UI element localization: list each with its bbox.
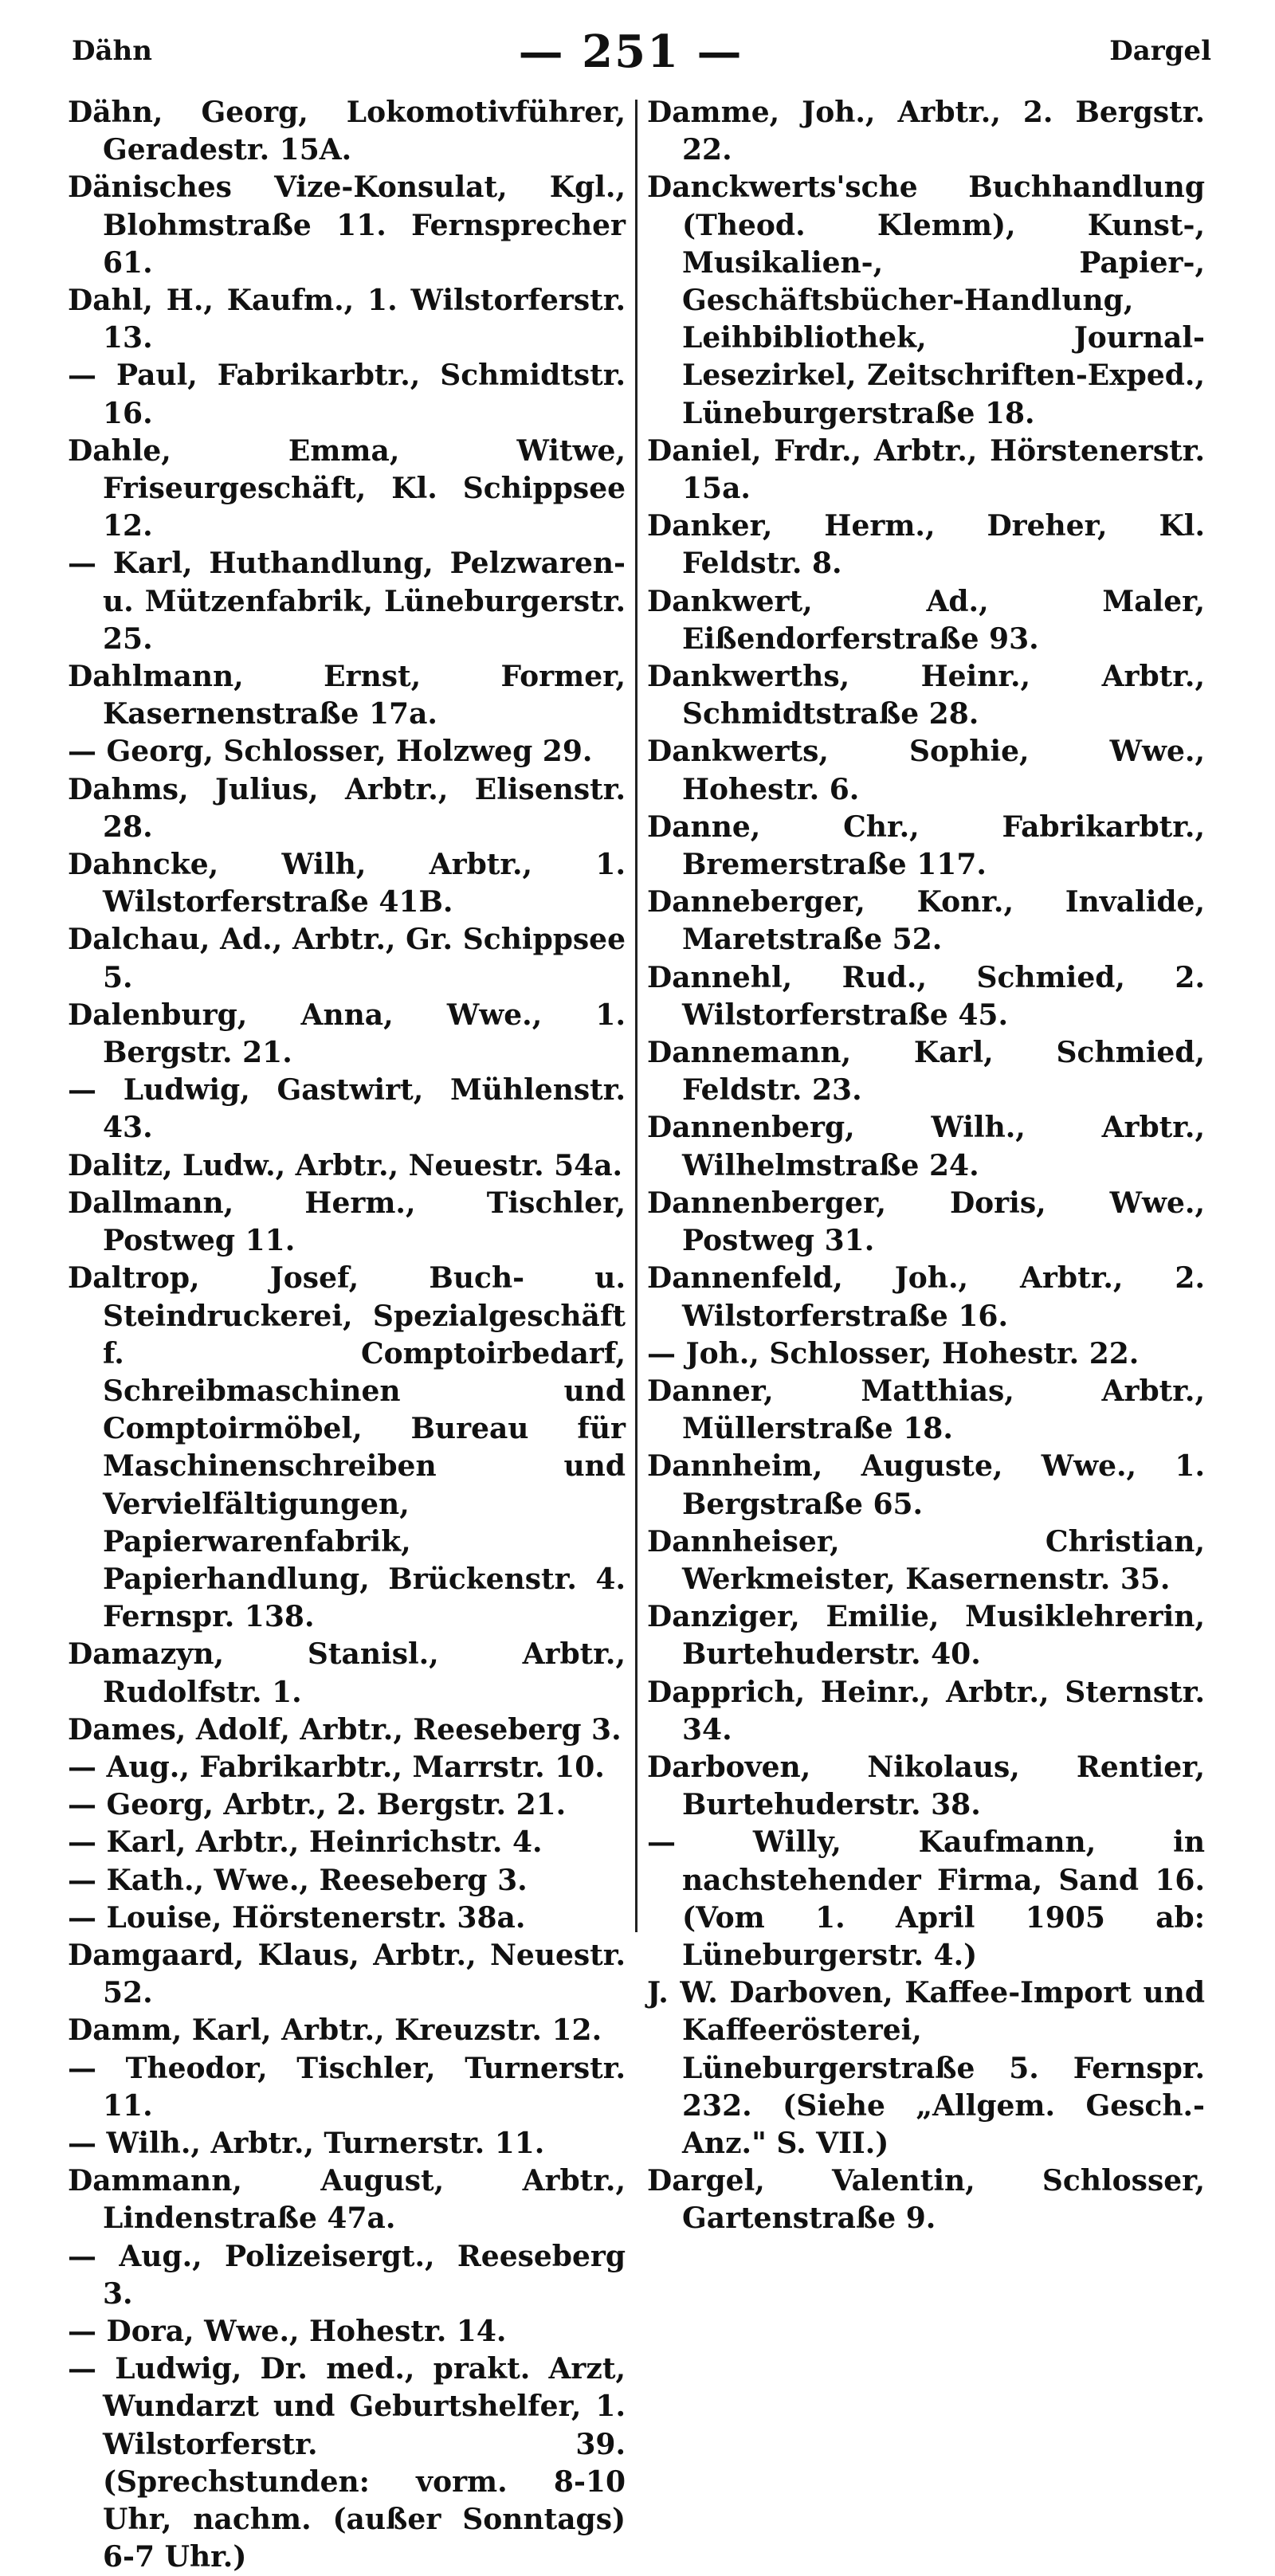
directory-entry: Dahle, Emma, Witwe, Friseurgeschäft, Kl. Schippsee 12. xyxy=(68,433,626,543)
directory-entry: Dankwert, Ad., Maler, Eißendorferstraße 93. xyxy=(647,584,1205,656)
directory-entry: Dänisches Vize-Konsulat, Kgl., Blohmstraße 11. Fernsprecher 61. xyxy=(68,171,626,280)
header-right-catchword: Dargel xyxy=(1109,35,1211,67)
directory-entry: — Georg, Arbtr., 2. Bergstr. 21. xyxy=(68,1788,567,1822)
directory-entry: Dannenfeld, Joh., Arbtr., 2. Wilstorferstraße 16. xyxy=(647,1261,1205,1333)
directory-entry: — Louise, Hörstenerstr. 38a. xyxy=(68,1900,526,1935)
directory-entry: — Georg, Schlosser, Holzweg 29. xyxy=(68,735,593,769)
directory-entry: Danziger, Emilie, Musiklehrerin, Burtehuderstr. 40. xyxy=(647,1600,1205,1672)
right-column xyxy=(647,94,1205,2238)
directory-entry: Dannheiser, Christian, Werkmeister, Kasernenstr. 35. xyxy=(647,1524,1205,1596)
directory-entry: — Aug., Fabrikarbtr., Marrstr. 10. xyxy=(68,1750,605,1784)
directory-entry: Dahncke, Wilh, Arbtr., 1. Wilstorferstraße 41B. xyxy=(68,848,626,919)
directory-entry: Dahlmann, Ernst, Former, Kasernenstraße 17a. xyxy=(68,660,626,731)
left-column xyxy=(68,94,626,2576)
directory-entry: — Karl, Huthandlung, Pelzwaren- u. Mützenfabrik, Lüneburgerstr. 25. xyxy=(68,547,626,656)
directory-entry: J. W. Darboven, Kaffee-Import und Kaffeerösterei, Lüneburgerstraße 5. Fernspr. 232. (Siehe „Allgem. Gesch.-Anz." S. VII.) xyxy=(647,1976,1205,2160)
directory-entry: Dankwerts, Sophie, Wwe., Hohestr. 6. xyxy=(647,735,1205,806)
directory-entry: — Theodor, Tischler, Turnerstr. 11. xyxy=(68,2051,626,2123)
directory-entry: Dallmann, Herm., Tischler, Postweg 11. xyxy=(68,1186,626,1258)
directory-entry: — Ludwig, Dr. med., prakt. Arzt, Wundarzt und Geburtshelfer, 1. Wilstorferstr. 39. (Sprechstunden: vorm. 8-10 Uhr, nachm. (außer Sonntags) 6-7 Uhr.) xyxy=(68,2352,626,2574)
directory-entry: Damme, Joh., Arbtr., 2. Bergstr. 22. xyxy=(647,96,1205,167)
directory-entry: — Aug., Polizeisergt., Reeseberg 3. xyxy=(68,2239,626,2311)
directory-entry: Daltrop, Josef, Buch- u. Steindruckerei, Spezialgeschäft f. Comptoirbedarf, Schreibmaschinen und Comptoirmöbel, Bureau für Maschinenschreiben und Vervielfältigungen, Papierwarenfabrik, Papierhandlung, Brückenstr. 4. Fernspr. 138. xyxy=(68,1261,626,1634)
directory-entry: Dähn, Georg, Lokomotivführer, Geradestr. 15A. xyxy=(68,96,626,167)
directory-entry: Damgaard, Klaus, Arbtr., Neuestr. 52. xyxy=(68,1938,626,2010)
directory-entry: Damm, Karl, Arbtr., Kreuzstr. 12. xyxy=(68,2013,602,2048)
directory-entry: — Joh., Schlosser, Hohestr. 22. xyxy=(647,1336,1140,1370)
directory-entry: — Paul, Fabrikarbtr., Schmidtstr. 16. xyxy=(68,359,626,430)
directory-entry: — Dora, Wwe., Hohestr. 14. xyxy=(68,2314,507,2348)
directory-entry: Daniel, Frdr., Arbtr., Hörstenerstr. 15a. xyxy=(647,433,1205,506)
directory-entry: — Ludwig, Gastwirt, Mühlenstr. 43. xyxy=(68,1073,626,1145)
directory-entry: Danneberger, Konr., Invalide, Maretstraße 52. xyxy=(647,885,1205,957)
directory-entry: Dahms, Julius, Arbtr., Elisenstr. 28. xyxy=(68,772,626,844)
directory-entry: — Wilh., Arbtr., Turnerstr. 11. xyxy=(68,2126,545,2160)
directory-entry: — Karl, Arbtr., Heinrichstr. 4. xyxy=(68,1825,543,1860)
directory-entry: Dames, Adolf, Arbtr., Reeseberg 3. xyxy=(68,1712,622,1747)
directory-entry: Dahl, H., Kaufm., 1. Wilstorferstr. 13. xyxy=(68,284,626,355)
directory-entry: — Kath., Wwe., Reeseberg 3. xyxy=(68,1863,528,1897)
page-number: — 251 — xyxy=(518,25,743,78)
directory-entry: Dalchau, Ad., Arbtr., Gr. Schippsee 5. xyxy=(68,923,626,994)
directory-entry: Danner, Matthias, Arbtr., Müllerstraße 18. xyxy=(647,1374,1205,1446)
directory-entry: Dankwerths, Heinr., Arbtr., Schmidtstraße 28. xyxy=(647,660,1205,731)
directory-entry: Dammann, August, Arbtr., Lindenstraße 47a. xyxy=(68,2164,626,2236)
directory-entry: Dapprich, Heinr., Arbtr., Sternstr. 34. xyxy=(647,1675,1205,1747)
directory-entry: Danckwerts'sche Buchhandlung (Theod. Klemm), Kunst-, Musikalien-, Papier-, Geschäftsbücher-Handlung, Leihbibliothek, Journal-Lesezirkel, Zeitschriften-Exped., Lüneburgerstraße 18. xyxy=(647,171,1205,430)
directory-entry: — Willy, Kaufmann, in nachstehender Firma, Sand 16. (Vom 1. April 1905 ab: Lüneburgerstr. 4.) xyxy=(647,1825,1205,1972)
directory-entry: Dannehl, Rud., Schmied, 2. Wilstorferstraße 45. xyxy=(647,960,1205,1032)
directory-entry: Danker, Herm., Dreher, Kl. Feldstr. 8. xyxy=(647,509,1205,581)
directory-entry: Dalenburg, Anna, Wwe., 1. Bergstr. 21. xyxy=(68,998,626,1070)
header-left-catchword: Dähn xyxy=(72,35,152,67)
directory-entry: Dargel, Valentin, Schlosser, Gartenstraße 9. xyxy=(647,2164,1205,2236)
directory-entry: Dannenberg, Wilh., Arbtr., Wilhelmstraße 24. xyxy=(647,1111,1205,1182)
directory-entry: Darboven, Nikolaus, Rentier, Burtehuderstr. 38. xyxy=(647,1750,1205,1822)
page-header xyxy=(72,14,1211,78)
directory-entry: Danne, Chr., Fabrikarbtr., Bremerstraße 117. xyxy=(647,810,1205,882)
directory-entry: Dalitz, Ludw., Arbtr., Neuestr. 54a. xyxy=(68,1148,623,1182)
directory-entry: Dannenberger, Doris, Wwe., Postweg 31. xyxy=(647,1186,1205,1258)
directory-entry: Damazyn, Stanisl., Arbtr., Rudolfstr. 1. xyxy=(68,1637,626,1709)
column-divider xyxy=(635,100,638,1932)
directory-entry: Dannemann, Karl, Schmied, Feldstr. 23. xyxy=(647,1036,1205,1108)
directory-entry: Dannheim, Auguste, Wwe., 1. Bergstraße 65. xyxy=(647,1449,1205,1521)
